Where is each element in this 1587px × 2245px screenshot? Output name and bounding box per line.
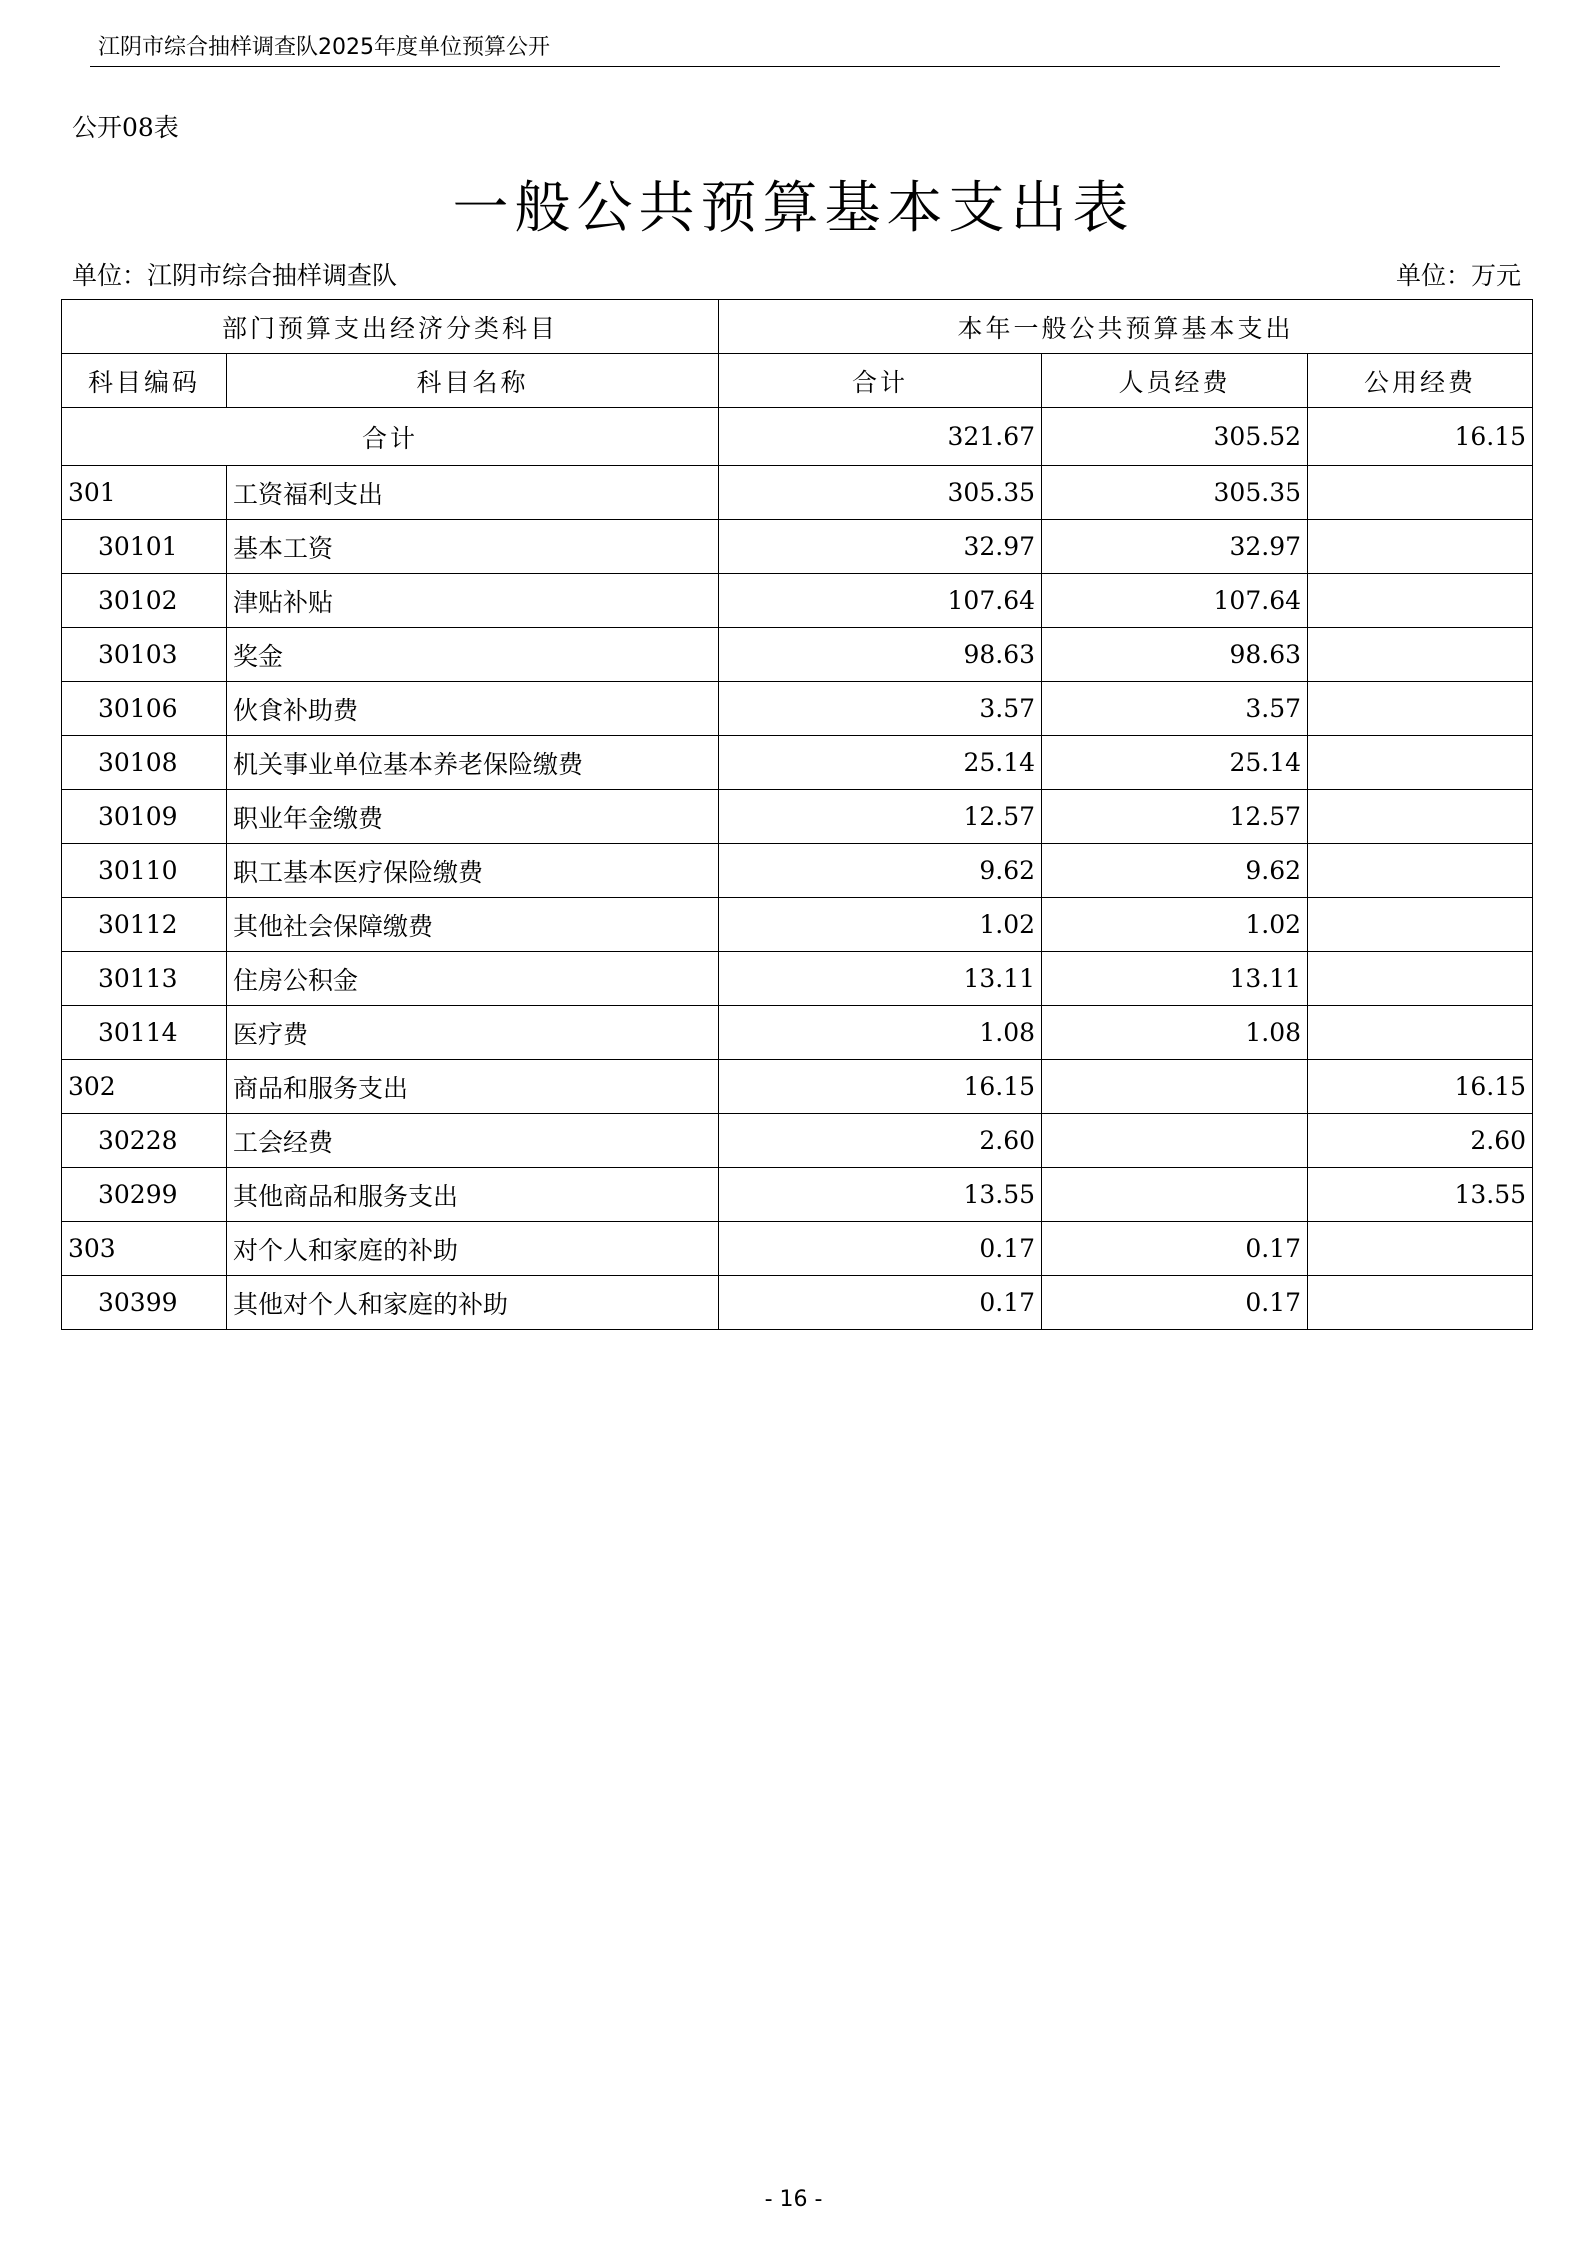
row-total: 0.17 — [719, 1276, 1042, 1330]
row-personnel: 32.97 — [1042, 520, 1308, 574]
row-personnel: 12.57 — [1042, 790, 1308, 844]
page-title: 一般公共预算基本支出表 — [452, 176, 1135, 241]
row-name: 机关事业单位基本养老保险缴费 — [227, 736, 719, 790]
row-code: 30228 — [62, 1114, 227, 1168]
row-name: 基本工资 — [227, 520, 719, 574]
row-public — [1308, 1006, 1533, 1060]
group-header-expenditure: 本年一般公共预算基本支出 — [719, 300, 1533, 354]
row-name: 工资福利支出 — [227, 466, 719, 520]
row-total: 13.11 — [719, 952, 1042, 1006]
row-total: 305.35 — [719, 466, 1042, 520]
table-row — [62, 628, 1533, 682]
table-row — [62, 952, 1533, 1006]
row-total: 3.57 — [719, 682, 1042, 736]
row-public — [1308, 736, 1533, 790]
row-public — [1308, 628, 1533, 682]
table-column-header-row — [62, 354, 1533, 408]
row-name: 住房公积金 — [227, 952, 719, 1006]
group-header-classification: 部门预算支出经济分类科目 — [62, 300, 719, 354]
row-public — [1308, 844, 1533, 898]
organization-unit: 单位：江阴市综合抽样调查队 — [72, 261, 398, 290]
row-public — [1308, 790, 1533, 844]
form-number: 公开08表 — [72, 113, 179, 142]
total-personnel-amount: 305.52 — [1042, 408, 1308, 466]
table-row — [62, 1222, 1533, 1276]
row-personnel: 1.08 — [1042, 1006, 1308, 1060]
table-row — [62, 790, 1533, 844]
row-code: 30106 — [62, 682, 227, 736]
row-name: 商品和服务支出 — [227, 1060, 719, 1114]
currency-unit: 单位：万元 — [1395, 261, 1521, 290]
row-code: 30109 — [62, 790, 227, 844]
table-row — [62, 1114, 1533, 1168]
document-header: 江阴市综合抽样调查队2025年度单位预算公开 — [98, 35, 550, 60]
row-personnel: 0.17 — [1042, 1222, 1308, 1276]
row-public — [1308, 1222, 1533, 1276]
row-code: 30101 — [62, 520, 227, 574]
row-public — [1308, 520, 1533, 574]
row-name: 医疗费 — [227, 1006, 719, 1060]
row-name: 职业年金缴费 — [227, 790, 719, 844]
column-header-name: 科目名称 — [227, 354, 719, 408]
row-total: 2.60 — [719, 1114, 1042, 1168]
row-public — [1308, 682, 1533, 736]
row-personnel — [1042, 1060, 1308, 1114]
row-name: 对个人和家庭的补助 — [227, 1222, 719, 1276]
row-total: 1.02 — [719, 898, 1042, 952]
table-row — [62, 1168, 1533, 1222]
column-header-total: 合计 — [719, 354, 1042, 408]
total-label: 合计 — [62, 408, 719, 466]
row-code: 301 — [62, 466, 227, 520]
row-total: 1.08 — [719, 1006, 1042, 1060]
row-name: 津贴补贴 — [227, 574, 719, 628]
row-name: 工会经费 — [227, 1114, 719, 1168]
row-public — [1308, 952, 1533, 1006]
row-total: 0.17 — [719, 1222, 1042, 1276]
column-header-personnel: 人员经费 — [1042, 354, 1308, 408]
row-personnel — [1042, 1114, 1308, 1168]
row-public — [1308, 466, 1533, 520]
row-total: 12.57 — [719, 790, 1042, 844]
row-total: 32.97 — [719, 520, 1042, 574]
row-code: 30113 — [62, 952, 227, 1006]
row-name: 伙食补助费 — [227, 682, 719, 736]
table-row — [62, 682, 1533, 736]
row-public — [1308, 574, 1533, 628]
row-public: 13.55 — [1308, 1168, 1533, 1222]
total-amount: 321.67 — [719, 408, 1042, 466]
table-row — [62, 844, 1533, 898]
row-total: 25.14 — [719, 736, 1042, 790]
row-code: 30299 — [62, 1168, 227, 1222]
row-personnel: 3.57 — [1042, 682, 1308, 736]
row-public — [1308, 1276, 1533, 1330]
row-personnel: 305.35 — [1042, 466, 1308, 520]
table-row — [62, 1006, 1533, 1060]
row-public: 16.15 — [1308, 1060, 1533, 1114]
table-row — [62, 574, 1533, 628]
row-personnel: 1.02 — [1042, 898, 1308, 952]
row-name: 其他社会保障缴费 — [227, 898, 719, 952]
row-code: 30114 — [62, 1006, 227, 1060]
row-personnel: 98.63 — [1042, 628, 1308, 682]
row-total: 98.63 — [719, 628, 1042, 682]
row-code: 302 — [62, 1060, 227, 1114]
column-header-public: 公用经费 — [1308, 354, 1533, 408]
row-name: 奖金 — [227, 628, 719, 682]
row-total: 107.64 — [719, 574, 1042, 628]
table-row — [62, 520, 1533, 574]
total-public-amount: 16.15 — [1308, 408, 1533, 466]
table-row — [62, 898, 1533, 952]
row-code: 30399 — [62, 1276, 227, 1330]
row-total: 16.15 — [719, 1060, 1042, 1114]
table-row — [62, 1060, 1533, 1114]
row-code: 30110 — [62, 844, 227, 898]
total-row — [62, 408, 1533, 466]
row-personnel: 0.17 — [1042, 1276, 1308, 1330]
header-divider — [90, 66, 1500, 67]
column-header-code: 科目编码 — [62, 354, 227, 408]
row-public: 2.60 — [1308, 1114, 1533, 1168]
row-personnel: 9.62 — [1042, 844, 1308, 898]
row-code: 30102 — [62, 574, 227, 628]
row-code: 30108 — [62, 736, 227, 790]
row-total: 9.62 — [719, 844, 1042, 898]
row-name: 其他对个人和家庭的补助 — [227, 1276, 719, 1330]
row-total: 13.55 — [719, 1168, 1042, 1222]
row-code: 30103 — [62, 628, 227, 682]
row-personnel: 25.14 — [1042, 736, 1308, 790]
table-row — [62, 466, 1533, 520]
row-personnel: 13.11 — [1042, 952, 1308, 1006]
row-name: 职工基本医疗保险缴费 — [227, 844, 719, 898]
page-number: - 16 - — [764, 2187, 823, 2212]
table-row — [62, 736, 1533, 790]
row-code: 30112 — [62, 898, 227, 952]
table-row — [62, 1276, 1533, 1330]
row-personnel: 107.64 — [1042, 574, 1308, 628]
budget-table — [61, 299, 1533, 1330]
table-group-header-row — [62, 300, 1533, 354]
row-code: 303 — [62, 1222, 227, 1276]
row-public — [1308, 898, 1533, 952]
row-personnel — [1042, 1168, 1308, 1222]
row-name: 其他商品和服务支出 — [227, 1168, 719, 1222]
